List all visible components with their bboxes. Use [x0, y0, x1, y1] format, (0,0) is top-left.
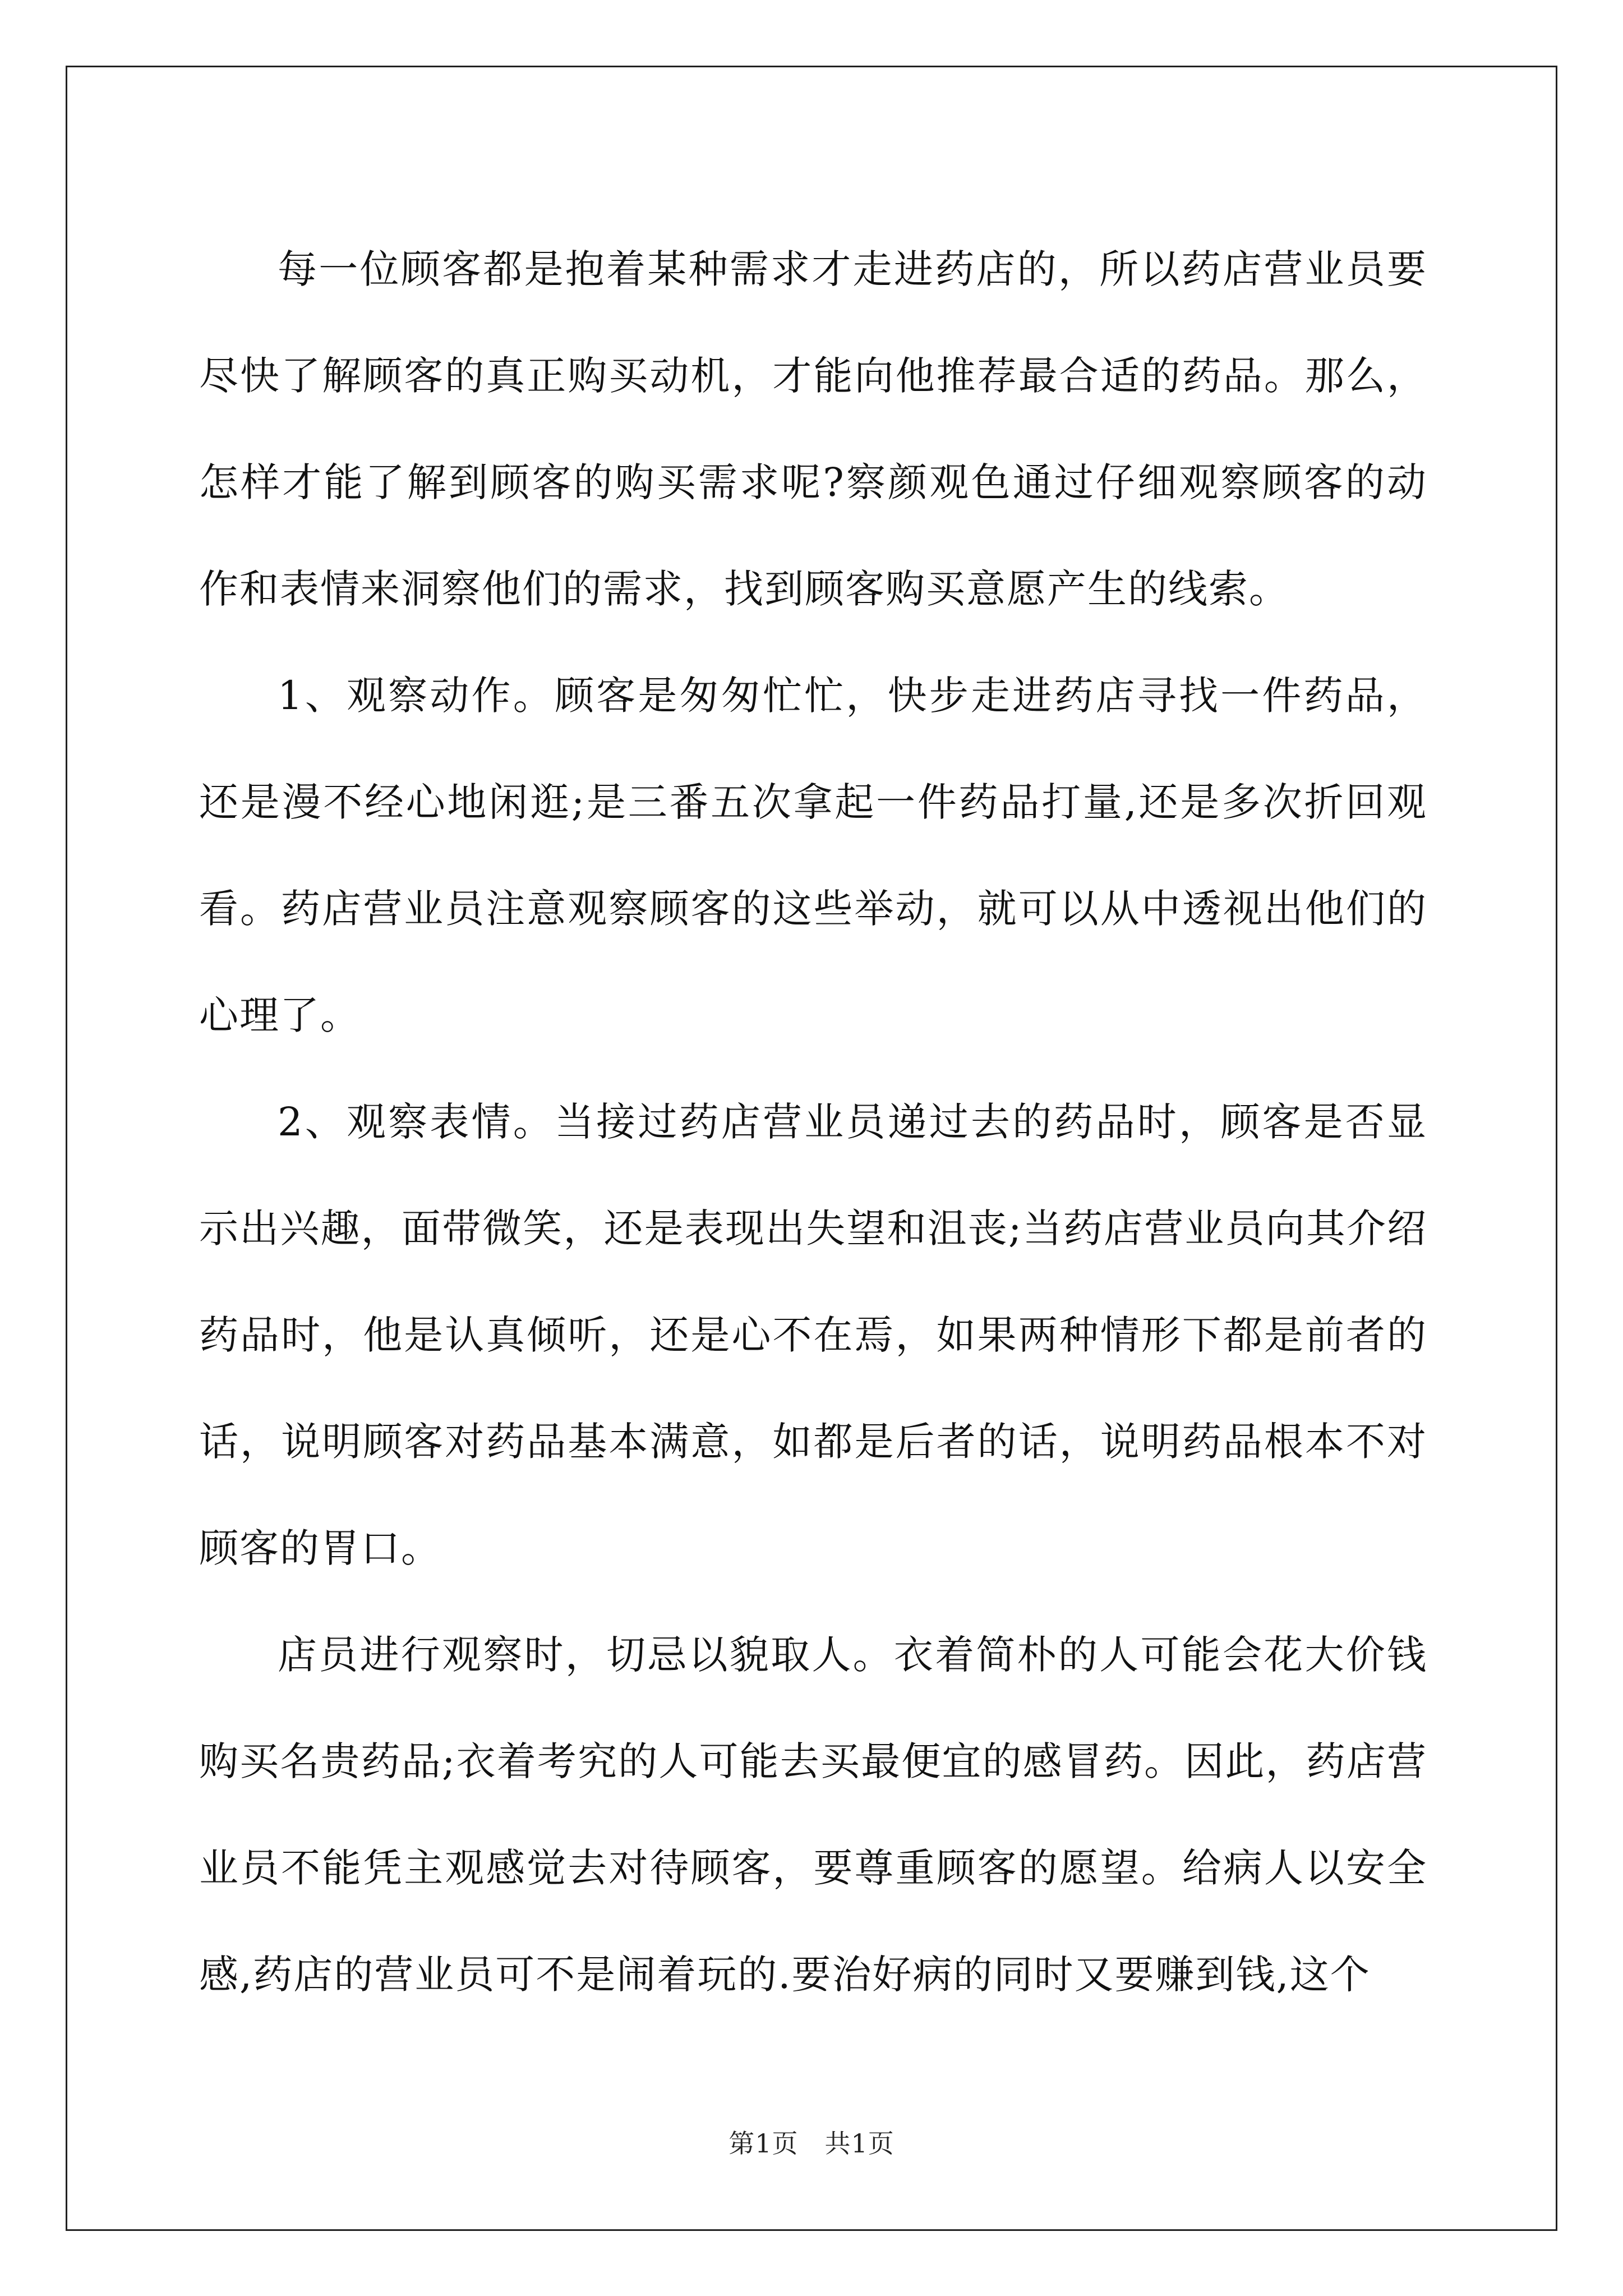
paragraph-no-judging-by-looks: 店员进行观察时，切忌以貌取人。衣着简朴的人可能会花大价钱购买名贵药品;衣着考究的人可能去买最便宜的感冒药。因此，药店营业员不能凭主观感觉去对待顾客，要尊重顾客的愿望。给病人以安全感,药店的营业员可不是闹着玩的.要治好病的同时又要赚到钱,这个: [199, 1632, 1427, 1998]
paragraph-intro: 每一位顾客都是抱着某种需求才走进药店的，所以药店营业员要尽快了解顾客的真正购买动机，才能向他推荐最合适的药品。那么，怎样才能了解到顾客的购买需求呢?察颜观色通过仔细观察顾客的动作和表情来洞察他们的需求，找到顾客购买意愿产生的线索。: [199, 246, 1427, 612]
paragraph-observe-expressions: 2、观察表情。当接过药店营业员递过去的药品时，顾客是否显示出兴趣，面带微笑，还是表现出失望和沮丧;当药店营业员向其介绍药品时，他是认真倾听，还是心不在焉，如果两种情形下都是前者的话，说明顾客对药品基本满意，如都是后者的话，说明药品根本不对顾客的胃口。: [199, 1099, 1427, 1571]
document-body: [199, 216, 1427, 2028]
paragraph-observe-actions: 1、观察动作。顾客是匆匆忙忙，快步走进药店寻找一件药品，还是漫不经心地闲逛;是三番五次拿起一件药品打量,还是多次折回观看。药店营业员注意观察顾客的这些举动，就可以从中透视出他们的心理了。: [199, 673, 1427, 1038]
page-footer: 第1页 共1页: [728, 2128, 895, 2159]
